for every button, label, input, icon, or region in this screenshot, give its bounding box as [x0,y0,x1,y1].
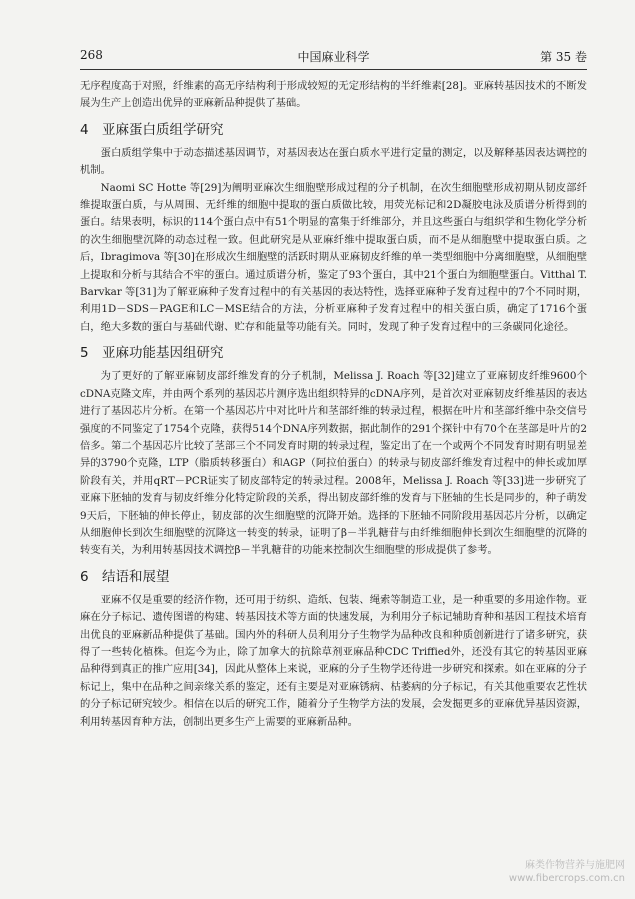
paragraph: Naomi SC Hotte 等[29]为阐明亚麻次生细胞壁形成过程的分子机制，在次生细胞壁形成初期从韧皮部纤维提取蛋白质，与从周围、无纤维的细胞中提取的蛋白质做比较，用荧光标记和2D凝胶电泳及质谱分析得到的蛋白。结果表明，标识的114个蛋白点中有51个明显的富集于纤维部分，并且这些蛋白与组织学和生物化学分析的次生细胞壁沉降的动态过程一致。但此研究是从亚麻纤维中提取蛋白质，而不是从细胞壁中提取蛋白质。之后，Ibragimova 等[30]在形成次生细胞壁的活跃时期从亚麻韧皮纤维的单一类型细胞中分离细胞壁，从细胞壁上提取和分析与其结合不牢的蛋白。通过质谱分析，鉴定了93个蛋白，其中21个蛋白为细胞壁蛋白。Vitthal T. Barvkar 等[31]为了解亚麻种子发育过程中的有关基因的表达特性，选择亚麻种子发育过程中的7个不同时期，利用1D－SDS－PAGE和LC－MSE结合的方法，分析亚麻种子发育过程中的相关蛋白质，确定了1716个蛋白，绝大多数的蛋白与基础代谢、贮存和能量等功能有关。同时，发现了种子发育过程中的三条碳同化途径。 [80,181,587,333]
section-title: 结语和展望 [102,568,170,585]
journal-title: 中国麻业科学 [297,50,370,64]
intro-paragraph: 无序程度高于对照，纤维素的高无序结构利于形成较短的无定形结构的半纤维素[28]。亚麻转基因技术的不断发展为生产上创造出优异的亚麻新品种提供了基础。 [80,80,587,110]
watermark-url: www.fibercrops.com.cn [508,873,625,884]
volume-label: 第 35 卷 [540,50,587,64]
section-number: 6 [80,568,89,585]
paragraph: 亚麻不仅是重要的经济作物，还可用于纺织、造纸、包装、绳索等制造工业，是一种重要的多用途作物。亚麻在分子标记、遗传图谱的构建、转基因技术等方面的快速发展，为利用分子标记辅助育种和基因工程技术培育出优良的亚麻新品种提供了基础。国内外的科研人员利用分子生物学为品种改良和种质创新进行了诸多研究，获得了一些转化植株。但迄今为止，除了加拿大的抗除草剂亚麻品种CDC Triffied外，还没有其它的转基因亚麻品种得到真正的推广应用[34]，因此从整体上来说，亚麻的分子生物学还待进一步研究和探索。如在亚麻的分子标记上，集中在品种之间亲缘关系的鉴定，还有主要是对亚麻锈病、枯萎病的分子标记，有关其他重要农艺性状的分子标记研究较少。相信在以后的研究工作，随着分子生物学方法的发展，会发掘更多的亚麻优异基因资源，利用转基因育种方法，创制出更多生产上需要的亚麻新品种。 [80,593,587,728]
section-number: 5 [80,345,89,362]
running-header [80,48,587,66]
section-title: 亚麻蛋白质组学研究 [102,121,224,138]
section-title: 亚麻功能基因组研究 [102,345,224,362]
watermark-name: 麻类作物营养与施肥网 [525,860,625,871]
site-watermark [509,859,625,885]
paragraph: 为了更好的了解亚麻韧皮部纤维发育的分子机制，Melissa J. Roach 等[32]建立了亚麻韧皮纤维9600个cDNA克隆文库，并由两个系列的基因芯片测序选出组织特异的cDNA序列，是首次对亚麻韧皮纤维基因的表达进行了基因芯片分析。在第一个基因芯片中对比叶片和茎部纤维的转录过程，根据在叶片和茎部纤维中杂交信号强度的不同鉴定了1754个克隆，获得514个DNA序列数据，据此制作的291个探针中有70个在茎部是叶片的2倍多。第二个基因芯片比较了茎部三个不同发育时期的转录过程，鉴定出了在一个或两个不同发育时期有明显差异的3790个克隆，LTP（脂质转移蛋白）和AGP（阿拉伯蛋白）的转录与韧皮部纤维发育过程中的伸长或加厚阶段有关，并用qRT－PCR证实了韧皮部特定的转录过程。2008年，Melissa J. Roach 等[33]进一步研究了亚麻下胚轴的发育与韧皮纤维分化特定阶段的关系，得出韧皮部纤维的发育与下胚轴的生长是同步的，种子萌发9天后，下胚轴的伸长停止，韧皮部的次生细胞壁的沉降开始。选择的下胚轴不同阶段用基因芯片分析，以确定从细胞伸长到次生细胞壁的沉降这一转变的转录，证明了β－半乳糖苷与由纤维细胞伸长到次生细胞壁的沉降的转变有关，为利用转基因技术调控β－半乳糖苷的功能来控制次生细胞壁的形成提供了参考。 [80,370,587,557]
page-body [80,78,587,731]
section-number: 4 [80,121,89,138]
section-heading-5 [80,343,587,363]
header-rule [80,69,587,70]
paragraph: 蛋白质组学集中于动态描述基因调节，对基因表达在蛋白质水平进行定量的测定，以及解释基因表达调控的机制。 [80,146,587,177]
section-heading-4 [80,120,587,140]
section-heading-6 [80,567,587,587]
page-number: 268 [80,48,103,62]
